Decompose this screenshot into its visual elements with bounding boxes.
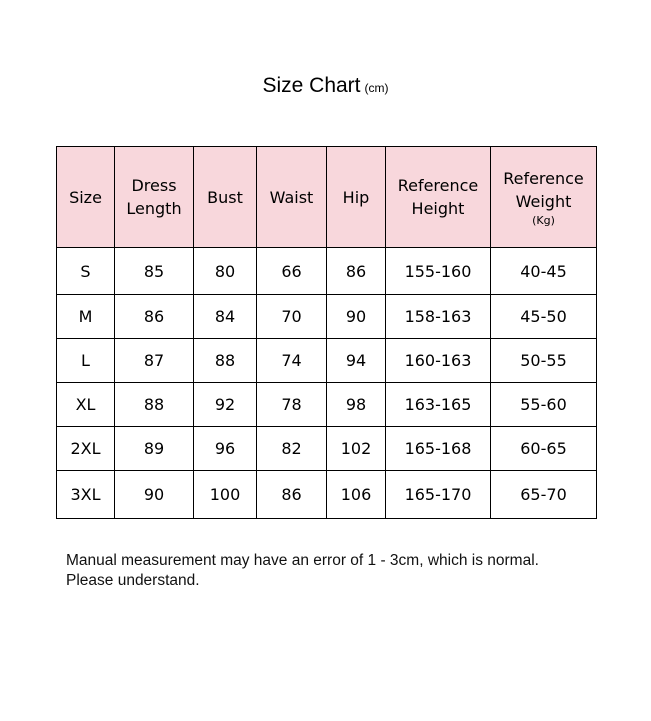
cell-reference-weight: 45-50 <box>491 295 597 339</box>
table-row <box>57 339 597 383</box>
cell-waist: 66 <box>257 248 327 295</box>
title-unit: (cm) <box>364 81 389 95</box>
header-label: Dress <box>131 176 177 195</box>
cell-reference-height: 155-160 <box>386 248 491 295</box>
cell-dress-length: 85 <box>115 248 194 295</box>
header-unit-kg: (Kg) <box>532 213 555 227</box>
cell-size: 2XL <box>57 427 115 471</box>
cell-reference-weight: 65-70 <box>491 471 597 519</box>
header-label: Height <box>411 199 465 218</box>
header-bust <box>194 147 257 248</box>
cell-dress-length: 87 <box>115 339 194 383</box>
cell-waist: 86 <box>257 471 327 519</box>
cell-dress-length: 90 <box>115 471 194 519</box>
cell-size: M <box>57 295 115 339</box>
header-label: Weight <box>515 191 572 211</box>
header-label: Reference <box>503 168 584 188</box>
cell-hip: 98 <box>327 383 386 427</box>
header-reference-weight <box>491 147 597 248</box>
cell-reference-weight: 60-65 <box>491 427 597 471</box>
header-label: Bust <box>207 187 243 207</box>
note-line: Please understand. <box>66 572 200 589</box>
cell-size: L <box>57 339 115 383</box>
header-size <box>57 147 115 248</box>
header-waist <box>257 147 327 248</box>
header-label: Reference <box>397 176 479 195</box>
size-chart-table <box>56 146 597 519</box>
cell-hip: 102 <box>327 427 386 471</box>
header-label: Waist <box>269 187 314 207</box>
table-header-row <box>57 147 597 248</box>
cell-size: S <box>57 248 115 295</box>
cell-reference-height: 165-170 <box>386 471 491 519</box>
cell-bust: 88 <box>194 339 257 383</box>
header-label: Size <box>69 187 102 207</box>
cell-reference-weight: 50-55 <box>491 339 597 383</box>
cell-bust: 92 <box>194 383 257 427</box>
cell-waist: 70 <box>257 295 327 339</box>
cell-reference-height: 160-163 <box>386 339 491 383</box>
page-title <box>0 74 651 98</box>
cell-bust: 80 <box>194 248 257 295</box>
note-line: Manual measurement may have an error of 1 - 3cm, which is normal. <box>66 552 539 569</box>
table-row <box>57 295 597 339</box>
header-hip <box>327 147 386 248</box>
cell-reference-weight: 40-45 <box>491 248 597 295</box>
cell-hip: 90 <box>327 295 386 339</box>
header-reference-height <box>386 147 491 248</box>
table-row <box>57 427 597 471</box>
table-row <box>57 471 597 519</box>
cell-bust: 84 <box>194 295 257 339</box>
cell-bust: 96 <box>194 427 257 471</box>
cell-waist: 82 <box>257 427 327 471</box>
table-row <box>57 248 597 295</box>
header-label: Hip <box>342 187 370 207</box>
title-text: Size Chart <box>262 74 361 97</box>
cell-reference-height: 163-165 <box>386 383 491 427</box>
cell-dress-length: 89 <box>115 427 194 471</box>
cell-size: 3XL <box>57 471 115 519</box>
cell-hip: 106 <box>327 471 386 519</box>
cell-waist: 78 <box>257 383 327 427</box>
cell-reference-height: 165-168 <box>386 427 491 471</box>
measurement-note <box>66 551 539 591</box>
cell-reference-height: 158-163 <box>386 295 491 339</box>
cell-dress-length: 88 <box>115 383 194 427</box>
cell-hip: 86 <box>327 248 386 295</box>
cell-waist: 74 <box>257 339 327 383</box>
table-row <box>57 383 597 427</box>
header-label: Length <box>126 199 182 218</box>
cell-size: XL <box>57 383 115 427</box>
header-dress-length <box>115 147 194 248</box>
cell-bust: 100 <box>194 471 257 519</box>
cell-reference-weight: 55-60 <box>491 383 597 427</box>
cell-dress-length: 86 <box>115 295 194 339</box>
cell-hip: 94 <box>327 339 386 383</box>
